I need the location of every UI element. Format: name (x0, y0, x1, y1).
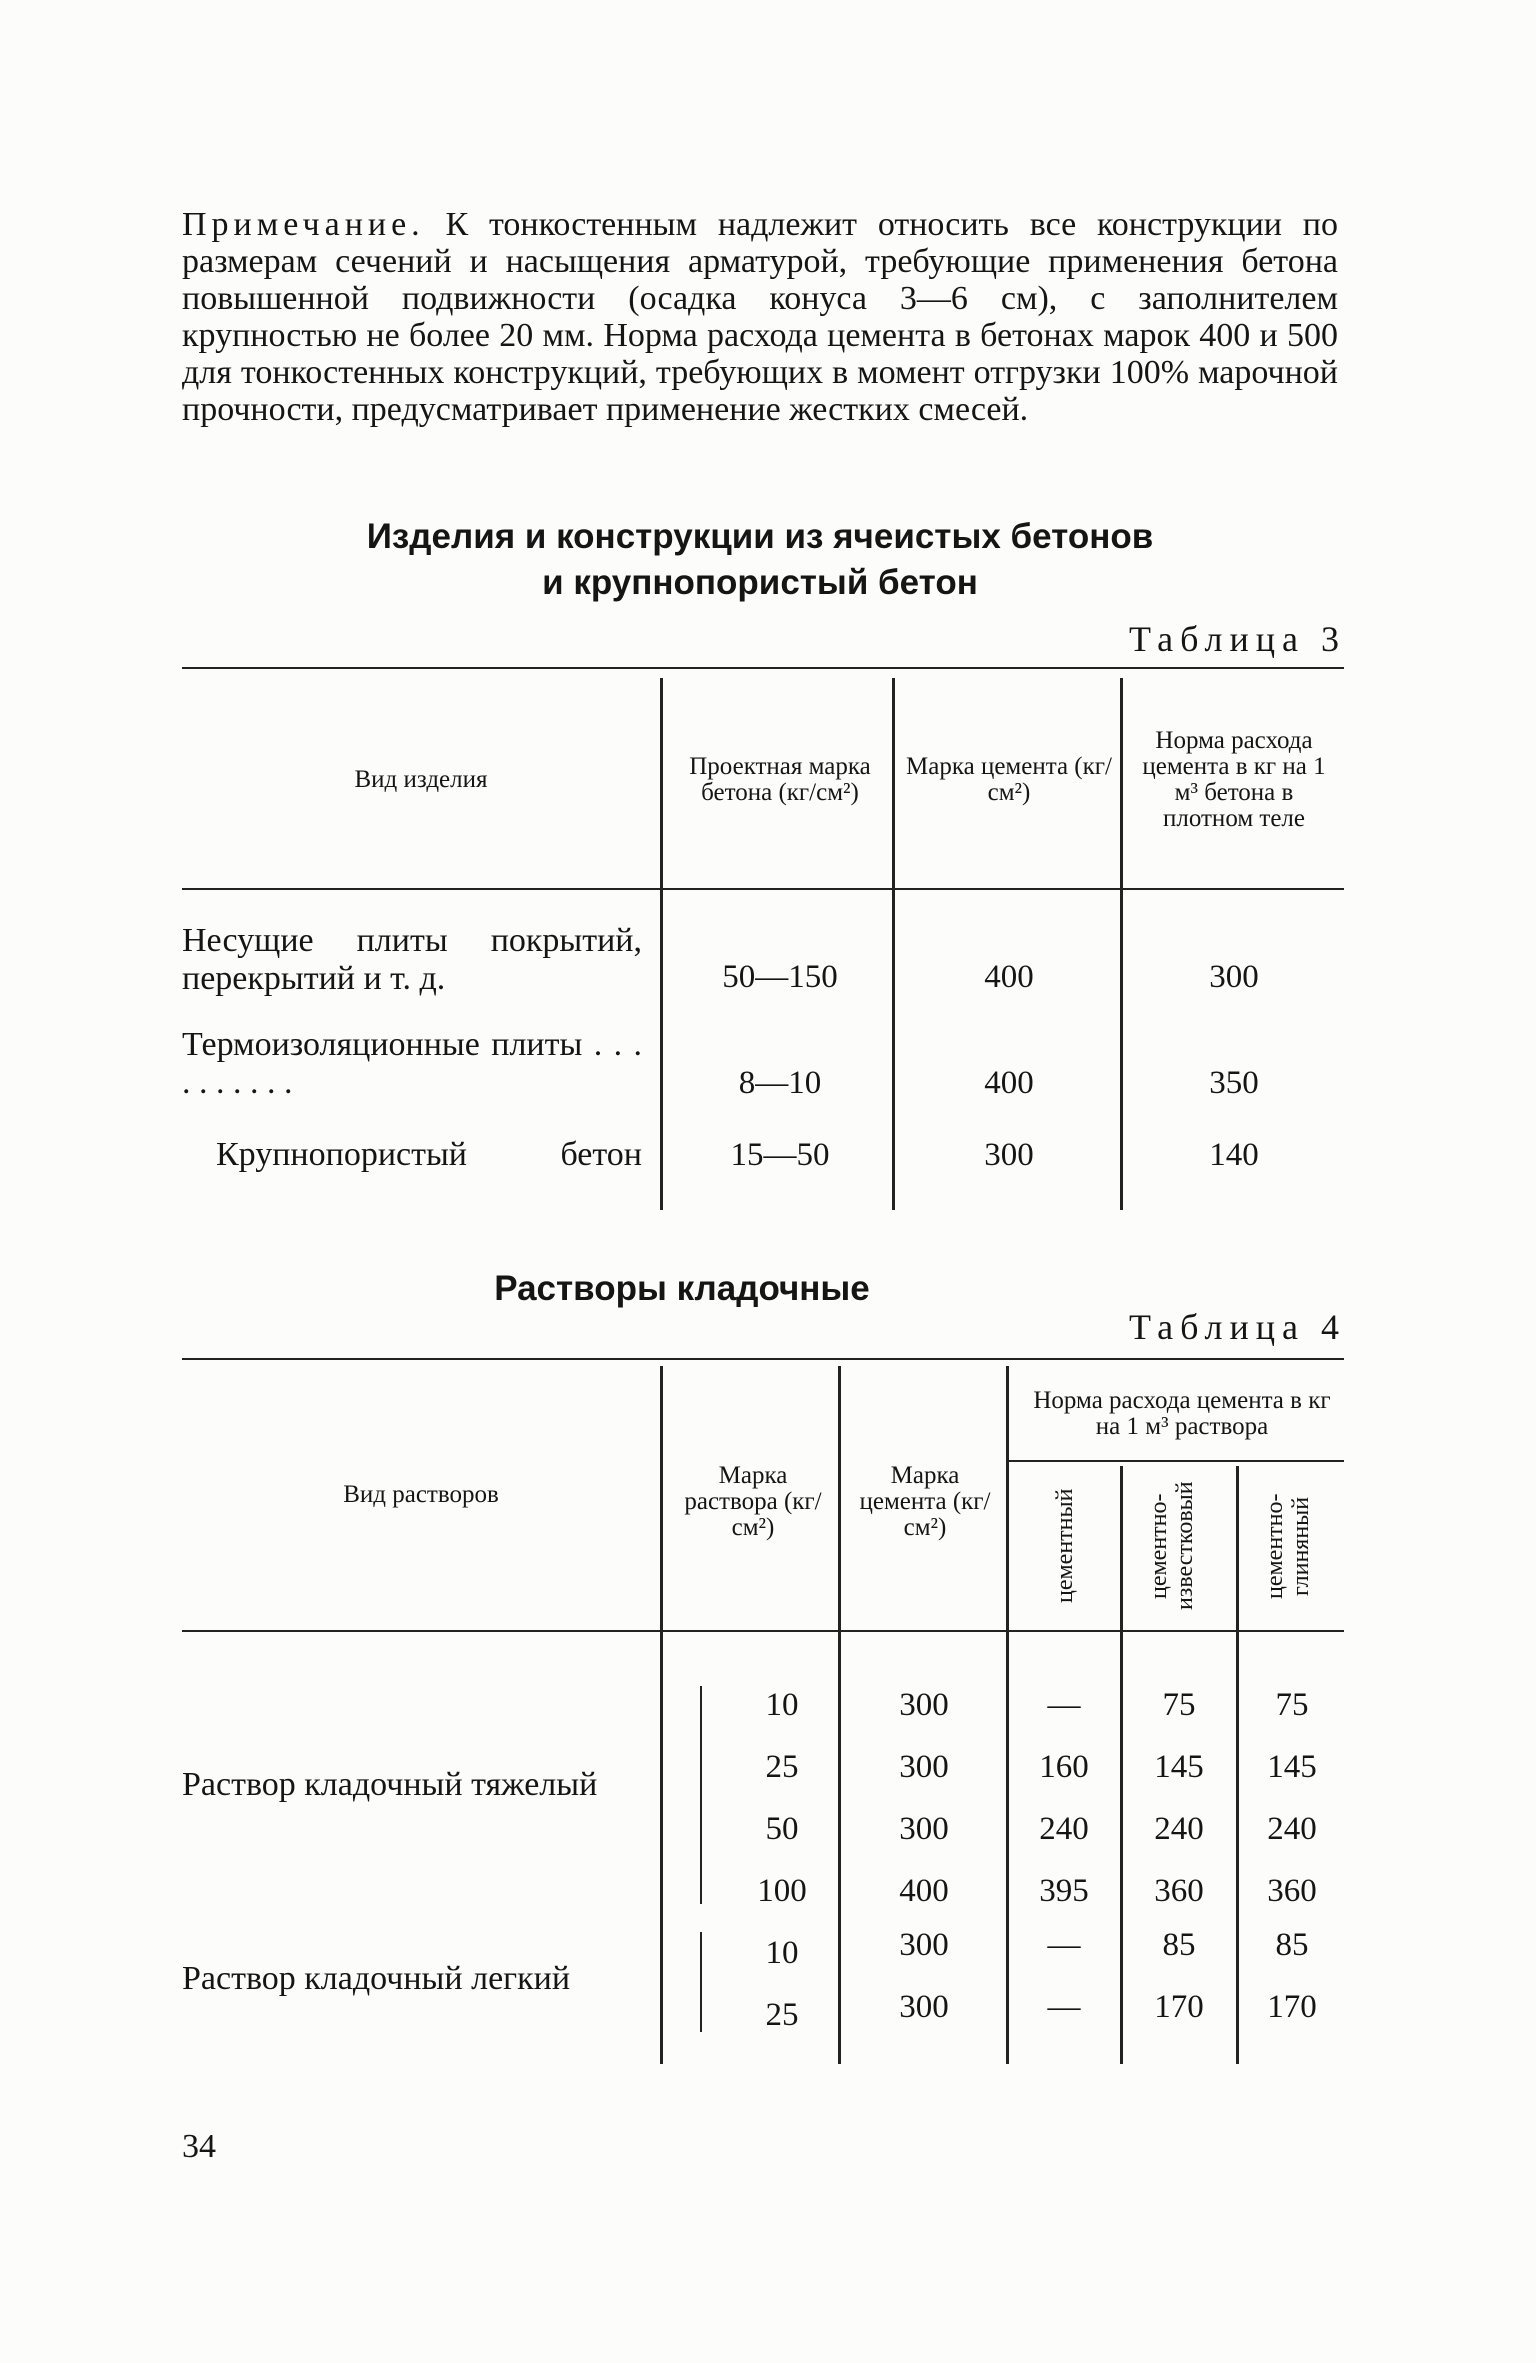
table4-header-mortar-grade: Марка раствора (кг/см²) (684, 1462, 822, 1541)
note-paragraph (182, 206, 1338, 428)
table3-header-cement: Марка цемента (кг/см²) (906, 753, 1112, 806)
table4-cell-mortar: 10 (765, 1935, 799, 1971)
table4-header-cement-grade: Марка цемента (кг/см²) (859, 1462, 991, 1541)
table4-cell-c1: 160 (1039, 1749, 1089, 1785)
table4-label: Таблица 4 (1129, 1307, 1346, 1347)
table3-cell-cement: 400 (984, 1065, 1034, 1101)
table3-cell-cement: 400 (984, 959, 1034, 995)
table3-header-rule (182, 888, 1344, 890)
table4-cell-c3: 85 (1275, 1927, 1309, 1963)
table3-row-name: Термоизоляционные плиты . . . . . . . . . . (182, 1026, 642, 1101)
table4-header-col-cement: цементный (1052, 1488, 1078, 1604)
table4-group-brace (700, 1686, 702, 1904)
note-text: К тонкостенным надлежит относить все конструкции по размерам сечений и насыщения арматурой, требующие применения бетона повышенной подвижности (осадка конуса 3—6 см), с заполнителем крупностью не более 20 мм. Норма расхода цемента в бетонах марок 400 и 500 для тонкостенных конструкций, требующих в момент отгрузки 100% марочной прочности, предусматривает применение жестких смесей. (182, 206, 1339, 428)
table3-col-divider (1120, 678, 1123, 1210)
table3-cell-norm: 140 (1209, 1137, 1259, 1173)
table4-header-norm-group: Норма расхода цемента в кг на 1 м³ раствора (1033, 1387, 1331, 1440)
table3-label: Таблица 3 (1129, 619, 1346, 659)
table4-cell-c2: 170 (1154, 1989, 1204, 2025)
table4-cell-cement: 300 (899, 1927, 949, 1963)
table4-group-name: Раствор кладочный тяжелый (182, 1766, 598, 1803)
table4-cell-c1: 395 (1039, 1873, 1089, 1909)
table4-header-rule (182, 1630, 1344, 1632)
table3-header-norm: Норма расхода цемента в кг на 1 м³ бетона в плотном теле (1142, 727, 1326, 832)
table4-top-rule (182, 1358, 1344, 1360)
note-label: Примечание. (182, 206, 425, 243)
table4-col-divider (1236, 1466, 1239, 2064)
table4-cell-c1: — (1047, 1989, 1081, 2025)
table4-cell-cement: 300 (899, 1749, 949, 1785)
table4-col-divider (1120, 1466, 1123, 2064)
table3-row-name: Несущие плиты покрытий, перекрытий и т. д. (182, 922, 642, 997)
table4-header-col-clay: цементно-глиняный (1262, 1493, 1314, 1599)
table4-cell-c1: — (1047, 1927, 1081, 1963)
table3-header-grade: Проектная марка бетона (кг/см²) (689, 753, 871, 806)
table4-cell-c2: 360 (1154, 1873, 1204, 1909)
page-number: 34 (182, 2128, 216, 2165)
table4-cell-c2: 75 (1162, 1687, 1196, 1723)
table4-heading: Растворы кладочные (494, 1269, 870, 1308)
table3-col-divider (660, 678, 663, 1210)
table4-cell-mortar: 25 (765, 1997, 799, 2033)
table3-row-name: Крупнопористый бетон (216, 1136, 642, 1173)
table4-cell-mortar: 100 (757, 1873, 807, 1909)
table4-cell-c3: 240 (1267, 1811, 1317, 1847)
table3-cell-grade: 50—150 (722, 959, 838, 995)
table4-cell-c2: 240 (1154, 1811, 1204, 1847)
table3-cell-norm: 350 (1209, 1065, 1259, 1101)
table4-cell-c2: 145 (1154, 1749, 1204, 1785)
table4-cell-cement: 400 (899, 1873, 949, 1909)
table4-col-divider (1006, 1366, 1009, 2064)
table4-cell-cement: 300 (899, 1811, 949, 1847)
table3-col-divider (892, 678, 895, 1210)
table4-group-name: Раствор кладочный легкий (182, 1960, 571, 1997)
table4-cell-c3: 170 (1267, 1989, 1317, 2025)
table4-cell-cement: 300 (899, 1687, 949, 1723)
table3-heading-line2: и крупнопористый бетон (542, 563, 978, 602)
table4-header-col-lime: цементно-известковый (1146, 1481, 1198, 1611)
table3-cell-grade: 8—10 (738, 1065, 822, 1101)
table4-cell-cement: 300 (899, 1989, 949, 2025)
table4-cell-c3: 360 (1267, 1873, 1317, 1909)
table4-cell-c1: — (1047, 1687, 1081, 1723)
table4-cell-mortar: 50 (765, 1811, 799, 1847)
table4-header-kind: Вид растворов (343, 1481, 499, 1508)
table3-top-rule (182, 667, 1344, 669)
table3-cell-grade: 15—50 (730, 1137, 830, 1173)
table4-group-rule (1008, 1460, 1344, 1462)
table4-cell-c2: 85 (1162, 1927, 1196, 1963)
table4-cell-c1: 240 (1039, 1811, 1089, 1847)
table4-cell-c3: 75 (1275, 1687, 1309, 1723)
table4-cell-c3: 145 (1267, 1749, 1317, 1785)
table3-cell-cement: 300 (984, 1137, 1034, 1173)
table3-heading-line1: Изделия и конструкции из ячеистых бетонов (366, 517, 1154, 556)
table4-cell-mortar: 10 (765, 1687, 799, 1723)
table4-col-divider (660, 1366, 663, 2064)
table3-cell-norm: 300 (1209, 959, 1259, 995)
table4-group-brace (700, 1932, 702, 2032)
table4-cell-mortar: 25 (765, 1749, 799, 1785)
table3-header-product: Вид изделия (354, 766, 488, 793)
